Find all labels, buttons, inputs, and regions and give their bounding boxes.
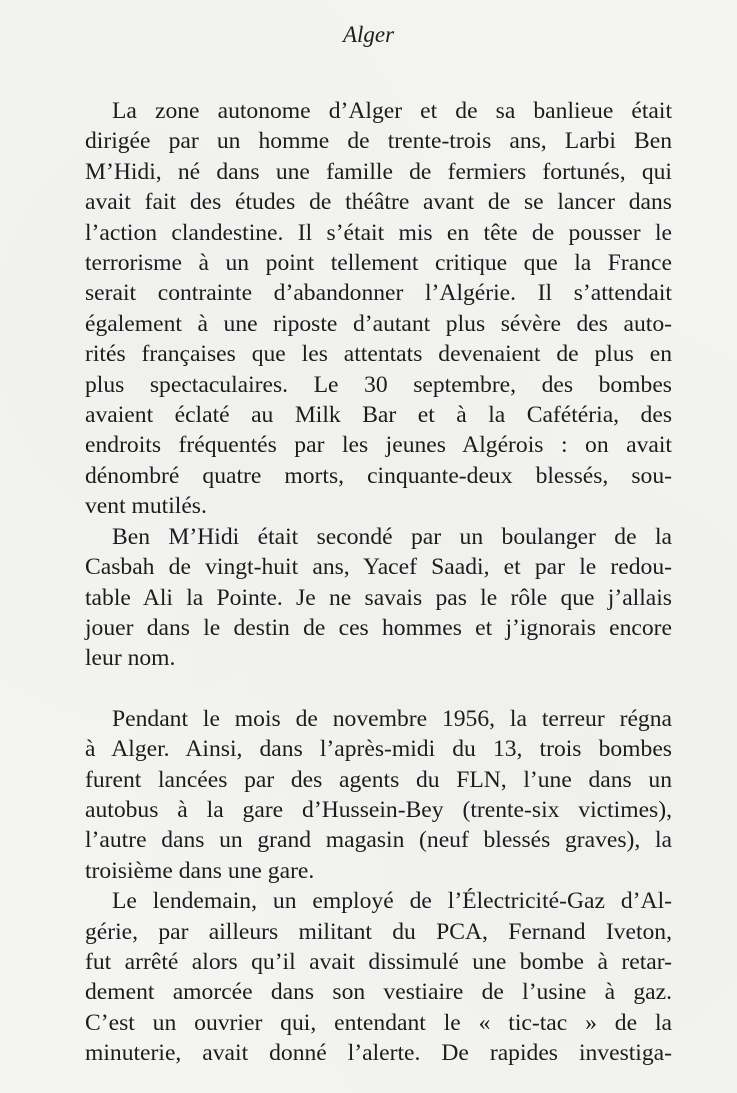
text-line: C’est un ouvrier qui, entendant le « tic-tac » de la [85, 1009, 672, 1036]
text-line: gérie, par ailleurs militant du PCA, Fernand Iveton, [85, 918, 672, 945]
text-line: également à une riposte d’autant plus sévère des auto- [85, 310, 672, 337]
paragraph [58, 96, 672, 522]
section-break [58, 674, 672, 704]
running-head: Alger [342, 22, 395, 47]
text-line: endroits fréquentés par les jeunes Algérois : on avait [85, 432, 672, 459]
text-line: vent mutilés. [85, 493, 207, 520]
text-line: Casbah de vingt-huit ans, Yacef Saadi, et par le redou- [85, 554, 672, 581]
text-line: autobus à la gare d’Hussein-Bey (trente-six victimes), [85, 796, 672, 823]
text-line: La zone autonome d’Alger et de sa banlieue était [112, 98, 672, 124]
text-line: plus spectaculaires. Le 30 septembre, des bombes [85, 371, 672, 398]
text-line: leur nom. [85, 645, 176, 672]
text-line: Le lendemain, un employé de l’Électricité-Gaz d’Al- [112, 888, 672, 915]
text-line: dénombré quatre morts, cinquante-deux blessés, sou- [85, 462, 672, 489]
body-text [58, 96, 672, 1069]
text-line: table Ali la Pointe. Je ne savais pas le rôle que j’allais [85, 584, 672, 611]
text-line: rités françaises que les attentats devenaient de plus en [85, 341, 672, 368]
text-line: Ben M’Hidi était secondé par un boulanger de la [112, 523, 672, 550]
text-line: dirigée par un homme de trente-trois ans, Larbi Ben [85, 128, 672, 155]
text-line: dement amorcée dans son vestiaire de l’usine à gaz. [85, 979, 672, 1006]
text-line: à Alger. Ainsi, dans l’après-midi du 13, trois bombes [85, 736, 672, 763]
text-line: avaient éclaté au Milk Bar et à la Cafétéria, des [85, 402, 672, 429]
paragraph [58, 886, 672, 1068]
text-line: troisième dans une gare. [85, 857, 315, 884]
text-line: l’autre dans un grand magasin (neuf blessés graves), la [85, 827, 672, 854]
text-line: fut arrêté alors qu’il avait dissimulé une bombe à retar- [85, 948, 672, 975]
paragraph [58, 704, 672, 886]
text-line: jouer dans le destin de ces hommes et j’ignorais encore [85, 614, 672, 641]
text-line: Pendant le mois de novembre 1956, la terreur régna [112, 705, 672, 732]
text-line: serait contrainte d’abandonner l’Algérie. Il s’attendait [85, 280, 672, 307]
text-line: avait fait des études de théâtre avant de se lancer dans [85, 189, 672, 216]
text-line: minuterie, avait donné l’alerte. De rapides investiga- [85, 1040, 672, 1067]
text-line: terrorisme à un point tellement critique que la France [85, 250, 672, 277]
text-line: l’action clandestine. Il s’était mis en tête de pousser le [85, 219, 672, 246]
text-line: M’Hidi, né dans une famille de fermiers fortunés, qui [85, 158, 672, 185]
text-line: furent lancées par des agents du FLN, l’une dans un [85, 766, 672, 793]
paragraph [58, 522, 672, 674]
